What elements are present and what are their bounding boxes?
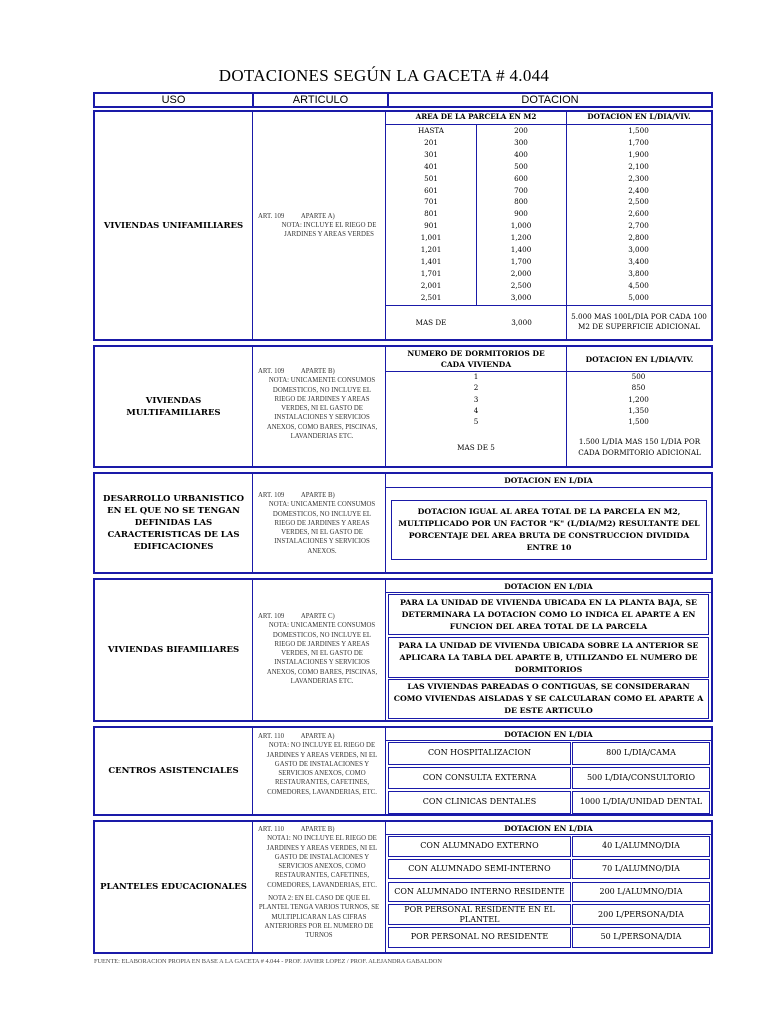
area-hasta: 2,500: [510, 280, 532, 290]
multi-adicional: 1.500 L/DIA MAS 150 L/DIA POR CADA DORMITORIO ADICIONAL: [578, 437, 701, 457]
source-footer: FUENTE: ELABORACION PROPIA EN BASE A LA GACETA # 4.044 - PROF. JAVIER LOPEZ / PROF. ALEJANDRA GABALDON: [94, 958, 442, 965]
table-row: [386, 138, 711, 150]
header-dotacion: DOTACION: [521, 94, 579, 106]
area-desde: 2,001: [420, 280, 442, 290]
articulo-centros: ART. 110 APARTE A) NOTA: NO INCLUYE EL RIEGO DE JARDINES Y AREAS VERDES, NI EL GASTO DE INSTALACIONES Y SERVICIOS ANEXOS, COMO RESTAURANTES, CAFETINES, COMEDORES, LAVANDERIAS, ETC.: [258, 733, 378, 796]
area-desde: 701: [424, 197, 438, 207]
table-row: [386, 417, 711, 428]
multi-col-dotacion: DOTACION EN L/DIA/VIV.: [585, 354, 694, 364]
table-row: [386, 383, 711, 394]
dotacion-valor: 3,000: [628, 245, 649, 254]
uso-unifamiliares: VIVIENDAS UNIFAMILIARES: [103, 220, 244, 231]
dotacion-valor: 1,500: [628, 126, 649, 135]
planteles-dotacion: 200 L/PERSONA/DIA: [572, 904, 710, 925]
dotacion-valor: 2,300: [628, 173, 649, 183]
unifamiliares-col-headers: AREA DE LA PARCELA EN M2 DOTACION EN L/DIA/VIV.: [386, 112, 711, 125]
section-centros: [93, 726, 713, 816]
table-row: [386, 186, 711, 198]
desarrollo-col: DOTACION EN L/DIA: [504, 476, 593, 485]
table-row: [386, 406, 711, 417]
area-desde: 1,001: [420, 233, 442, 243]
dotacion-valor: 1,700: [628, 137, 649, 147]
articulo-unifamiliares: ART. 109 APARTE A) NOTA: INCLUYE EL RIEGO DE JARDINES Y AREAS VERDES: [258, 212, 377, 239]
area-hasta: 400: [514, 149, 528, 159]
centros-categoria: CON HOSPITALIZACION: [388, 742, 571, 765]
area-hasta: 500: [514, 161, 528, 171]
centros-categoria: CON CONSULTA EXTERNA: [388, 767, 571, 790]
planteles-categoria: CON ALUMNADO SEMI-INTERNO: [388, 859, 571, 880]
area-hasta: 1,200: [510, 233, 532, 243]
area-desde: 301: [424, 149, 438, 159]
dormitorios-valor: 1: [473, 372, 479, 381]
area-desde: 501: [424, 173, 438, 183]
table-row: [386, 174, 711, 186]
section-bifamiliares: [93, 578, 713, 722]
table-row: [386, 162, 711, 174]
centros-dotacion: 500 L/DIA/CONSULTORIO: [572, 767, 710, 790]
dotacion-valor: 3,400: [628, 256, 649, 266]
unifamiliares-mas-de-value: 3,000: [511, 317, 532, 327]
dotacion-valor: 2,400: [628, 185, 649, 195]
table-row: [386, 233, 711, 245]
area-desde: 1,201: [420, 245, 442, 254]
area-desde: 1,401: [420, 256, 442, 266]
planteles-categoria: POR PERSONAL NO RESIDENTE: [388, 927, 571, 948]
table-row: [386, 269, 711, 281]
area-desde: 201: [424, 137, 438, 147]
area-hasta: 1,700: [510, 256, 532, 266]
section-desarrollo: [93, 472, 713, 574]
area-hasta: 1,400: [510, 245, 532, 254]
centros-dotacion: 1000 L/DIA/UNIDAD DENTAL: [572, 791, 710, 814]
planteles-dotacion: 50 L/PERSONA/DIA: [572, 927, 710, 948]
dotacion-valor: 1,500: [628, 417, 649, 427]
area-desde: 401: [424, 161, 438, 171]
articulo-desarrollo: ART. 109 APARTE B) NOTA: UNICAMENTE CONSUMOS DOMESTICOS, NO INCLUYE EL RIEGO DE JARDINES Y AREAS VERDES, NI EL GASTO DE INSTALACIONES Y SERVICIOS ANEXOS.: [258, 492, 376, 555]
multi-mas-de-5: MAS DE 5: [457, 442, 495, 452]
area-desde: HASTA: [418, 126, 444, 135]
section-multifamiliares: [93, 345, 713, 468]
planteles-dotacion: 40 L/ALUMNO/DIA: [572, 836, 710, 857]
unifamiliares-adicional: 5.000 MAS 100L/DIA POR CADA 100 M2 DE SUPERFICIE ADICIONAL: [571, 311, 707, 331]
area-hasta: 1,000: [510, 221, 532, 231]
dotacion-valor: 2,500: [628, 197, 649, 207]
dotacion-valor: 1,900: [628, 149, 649, 159]
planteles-dotacion: 200 L/ALUMNO/DIA: [572, 882, 710, 903]
area-hasta: 2,000: [510, 268, 532, 278]
dotacion-valor: 2,600: [628, 209, 649, 219]
table-row: [386, 281, 711, 293]
bifamiliares-texto-1: PARA LA UNIDAD DE VIVIENDA UBICADA EN LA PLANTA BAJA, SE DETERMINARA LA DOTACION COMO LO INDICA EL APARTE A EN FUNCION DEL AREA TOTAL DE LA PARCELA: [388, 594, 709, 635]
area-desde: 801: [424, 209, 438, 219]
planteles-dotacion: 70 L/ALUMNO/DIA: [572, 859, 710, 880]
area-desde: 601: [424, 185, 438, 195]
table-row: [386, 257, 711, 269]
articulo-planteles: ART. 110 APARTE B) NOTA1: NO INCLUYE EL RIEGO DE JARDINES Y AREAS VERDES, NI EL GASTO DE INSTALACIONES Y SERVICIOS ANEXOS, COMO RESTAURANTES, CAFETINES, COMEDORES, LAVANDERIAS, ETC. NOTA 2: EN EL CASO DE QUE EL PLANTEL TENGA VARIOS TURNOS, SE MULTIPLICARAN LAS CIFRAS ANTERIORES POR EL NUMERO DE TURNOS: [258, 826, 380, 940]
table-row: [386, 245, 711, 257]
table-row: [386, 209, 711, 221]
centros-dotacion: 800 L/DIA/CAMA: [572, 742, 710, 765]
unifamiliares-mas-de: MAS DE: [415, 317, 447, 327]
dotacion-valor: 3,800: [628, 268, 649, 278]
table-header: [93, 92, 713, 108]
header-uso: USO: [95, 94, 254, 106]
centros-col: DOTACION EN L/DIA: [504, 729, 593, 739]
area-desde: 1,701: [420, 268, 442, 278]
area-desde: 901: [424, 221, 438, 231]
bifamiliares-col: DOTACION EN L/DIA: [504, 581, 593, 591]
area-hasta: 200: [514, 126, 528, 135]
multi-col-dormitorios: NUMERO DE DORMITORIOS DE CADA VIVIENDA: [407, 349, 545, 369]
dotacion-valor: 850: [631, 383, 646, 393]
desarrollo-texto: DOTACION IGUAL AL AREA TOTAL DE LA PARCELA EN M2, MULTIPLICADO POR UN FACTOR "K" (L/DIA/M2) RESULTANTE DEL PORCENTAJE DEL AREA BRUTA DE CONSTRUCCION DIVIDIDA ENTRE 10: [391, 500, 707, 560]
dotacion-valor: 2,800: [628, 233, 649, 243]
dotacion-valor: 1,200: [628, 394, 649, 404]
centros-categoria: CON CLINICAS DENTALES: [388, 791, 571, 814]
articulo-bifamiliares: ART. 109 APARTE C) NOTA: UNICAMENTE CONSUMOS DOMESTICOS, NO INCLUYE EL RIEGO DE JARDINES Y AREAS VERDES, NI EL GASTO DE INSTALACIONES Y SERVICIOS ANEXOS, COMO BARES, PISCINAS, LAVANDERIAS ETC.: [258, 613, 378, 686]
table-row: [386, 126, 711, 138]
dotacion-valor: 2,700: [628, 221, 649, 231]
section-unifamiliares: [93, 110, 713, 341]
bifamiliares-texto-2: PARA LA UNIDAD DE VIVIENDA UBICADA SOBRE LA ANTERIOR SE APLICARA LA TABLA DEL APARTE B, UTILIZANDO EL NUMERO DE DORMITORIOS: [388, 637, 709, 678]
area-hasta: 900: [514, 209, 528, 219]
dotacion-valor: 2,100: [628, 161, 649, 171]
dormitorios-valor: 5: [473, 417, 479, 427]
planteles-col: DOTACION EN L/DIA: [504, 823, 593, 833]
table-row: [386, 395, 711, 406]
table-row: [386, 372, 711, 383]
table-row: [386, 293, 711, 305]
dotacion-valor: 500: [631, 372, 646, 381]
dormitorios-valor: 2: [473, 383, 479, 393]
uso-multifamiliares: VIVIENDAS MULTIFAMILIARES: [126, 395, 221, 418]
dotacion-valor: 1,350: [628, 405, 649, 415]
uso-centros: CENTROS ASISTENCIALES: [108, 766, 239, 776]
uso-desarrollo: DESARROLLO URBANISTICO EN EL QUE NO SE TENGAN DEFINIDAS LAS CARACTERISTICAS DE LAS EDIFICACIONES: [102, 494, 245, 552]
area-hasta: 700: [514, 185, 528, 195]
table-row: [386, 197, 711, 209]
table-row: [386, 221, 711, 233]
header-articulo: ARTICULO: [254, 94, 389, 106]
area-hasta: 800: [514, 197, 528, 207]
dotacion-valor: 5,000: [628, 292, 649, 302]
articulo-multifamiliares: ART. 109 APARTE B) NOTA: UNICAMENTE CONSUMOS DOMESTICOS, NO INCLUYE EL RIEGO DE JARDINES Y AREAS VERDES, NI EL GASTO DE INSTALACIONES Y SERVICIOS ANEXOS, COMO BARES, PISCINAS, LAVANDERIAS ETC.: [258, 368, 378, 441]
area-hasta: 600: [514, 173, 528, 183]
planteles-categoria: CON ALUMNADO EXTERNO: [388, 836, 571, 857]
uso-planteles: PLANTELES EDUCACIONALES: [100, 882, 247, 892]
table-row: [386, 150, 711, 162]
dotacion-valor: 4,500: [628, 280, 649, 290]
uso-bifamiliares: VIVIENDAS BIFAMILIARES: [107, 645, 240, 655]
dormitorios-valor: 3: [473, 394, 479, 404]
area-hasta: 300: [514, 137, 528, 147]
bifamiliares-texto-3: LAS VIVIENDAS PAREADAS O CONTIGUAS, SE CONSIDERARAN COMO VIVIENDAS AISLADAS Y SE CALCULARAN COMO EL APARTE A DE ESTE ARTICULO: [388, 679, 709, 719]
planteles-categoria: CON ALUMNADO INTERNO RESIDENTE: [388, 882, 571, 903]
area-desde: 2,501: [420, 292, 442, 302]
section-planteles: [93, 820, 713, 954]
planteles-categoria: POR PERSONAL RESIDENTE EN EL PLANTEL: [388, 904, 571, 925]
dormitorios-valor: 4: [473, 405, 479, 415]
area-hasta: 3,000: [510, 292, 532, 302]
page-title: DOTACIONES SEGÚN LA GACETA # 4.044: [218, 66, 550, 85]
